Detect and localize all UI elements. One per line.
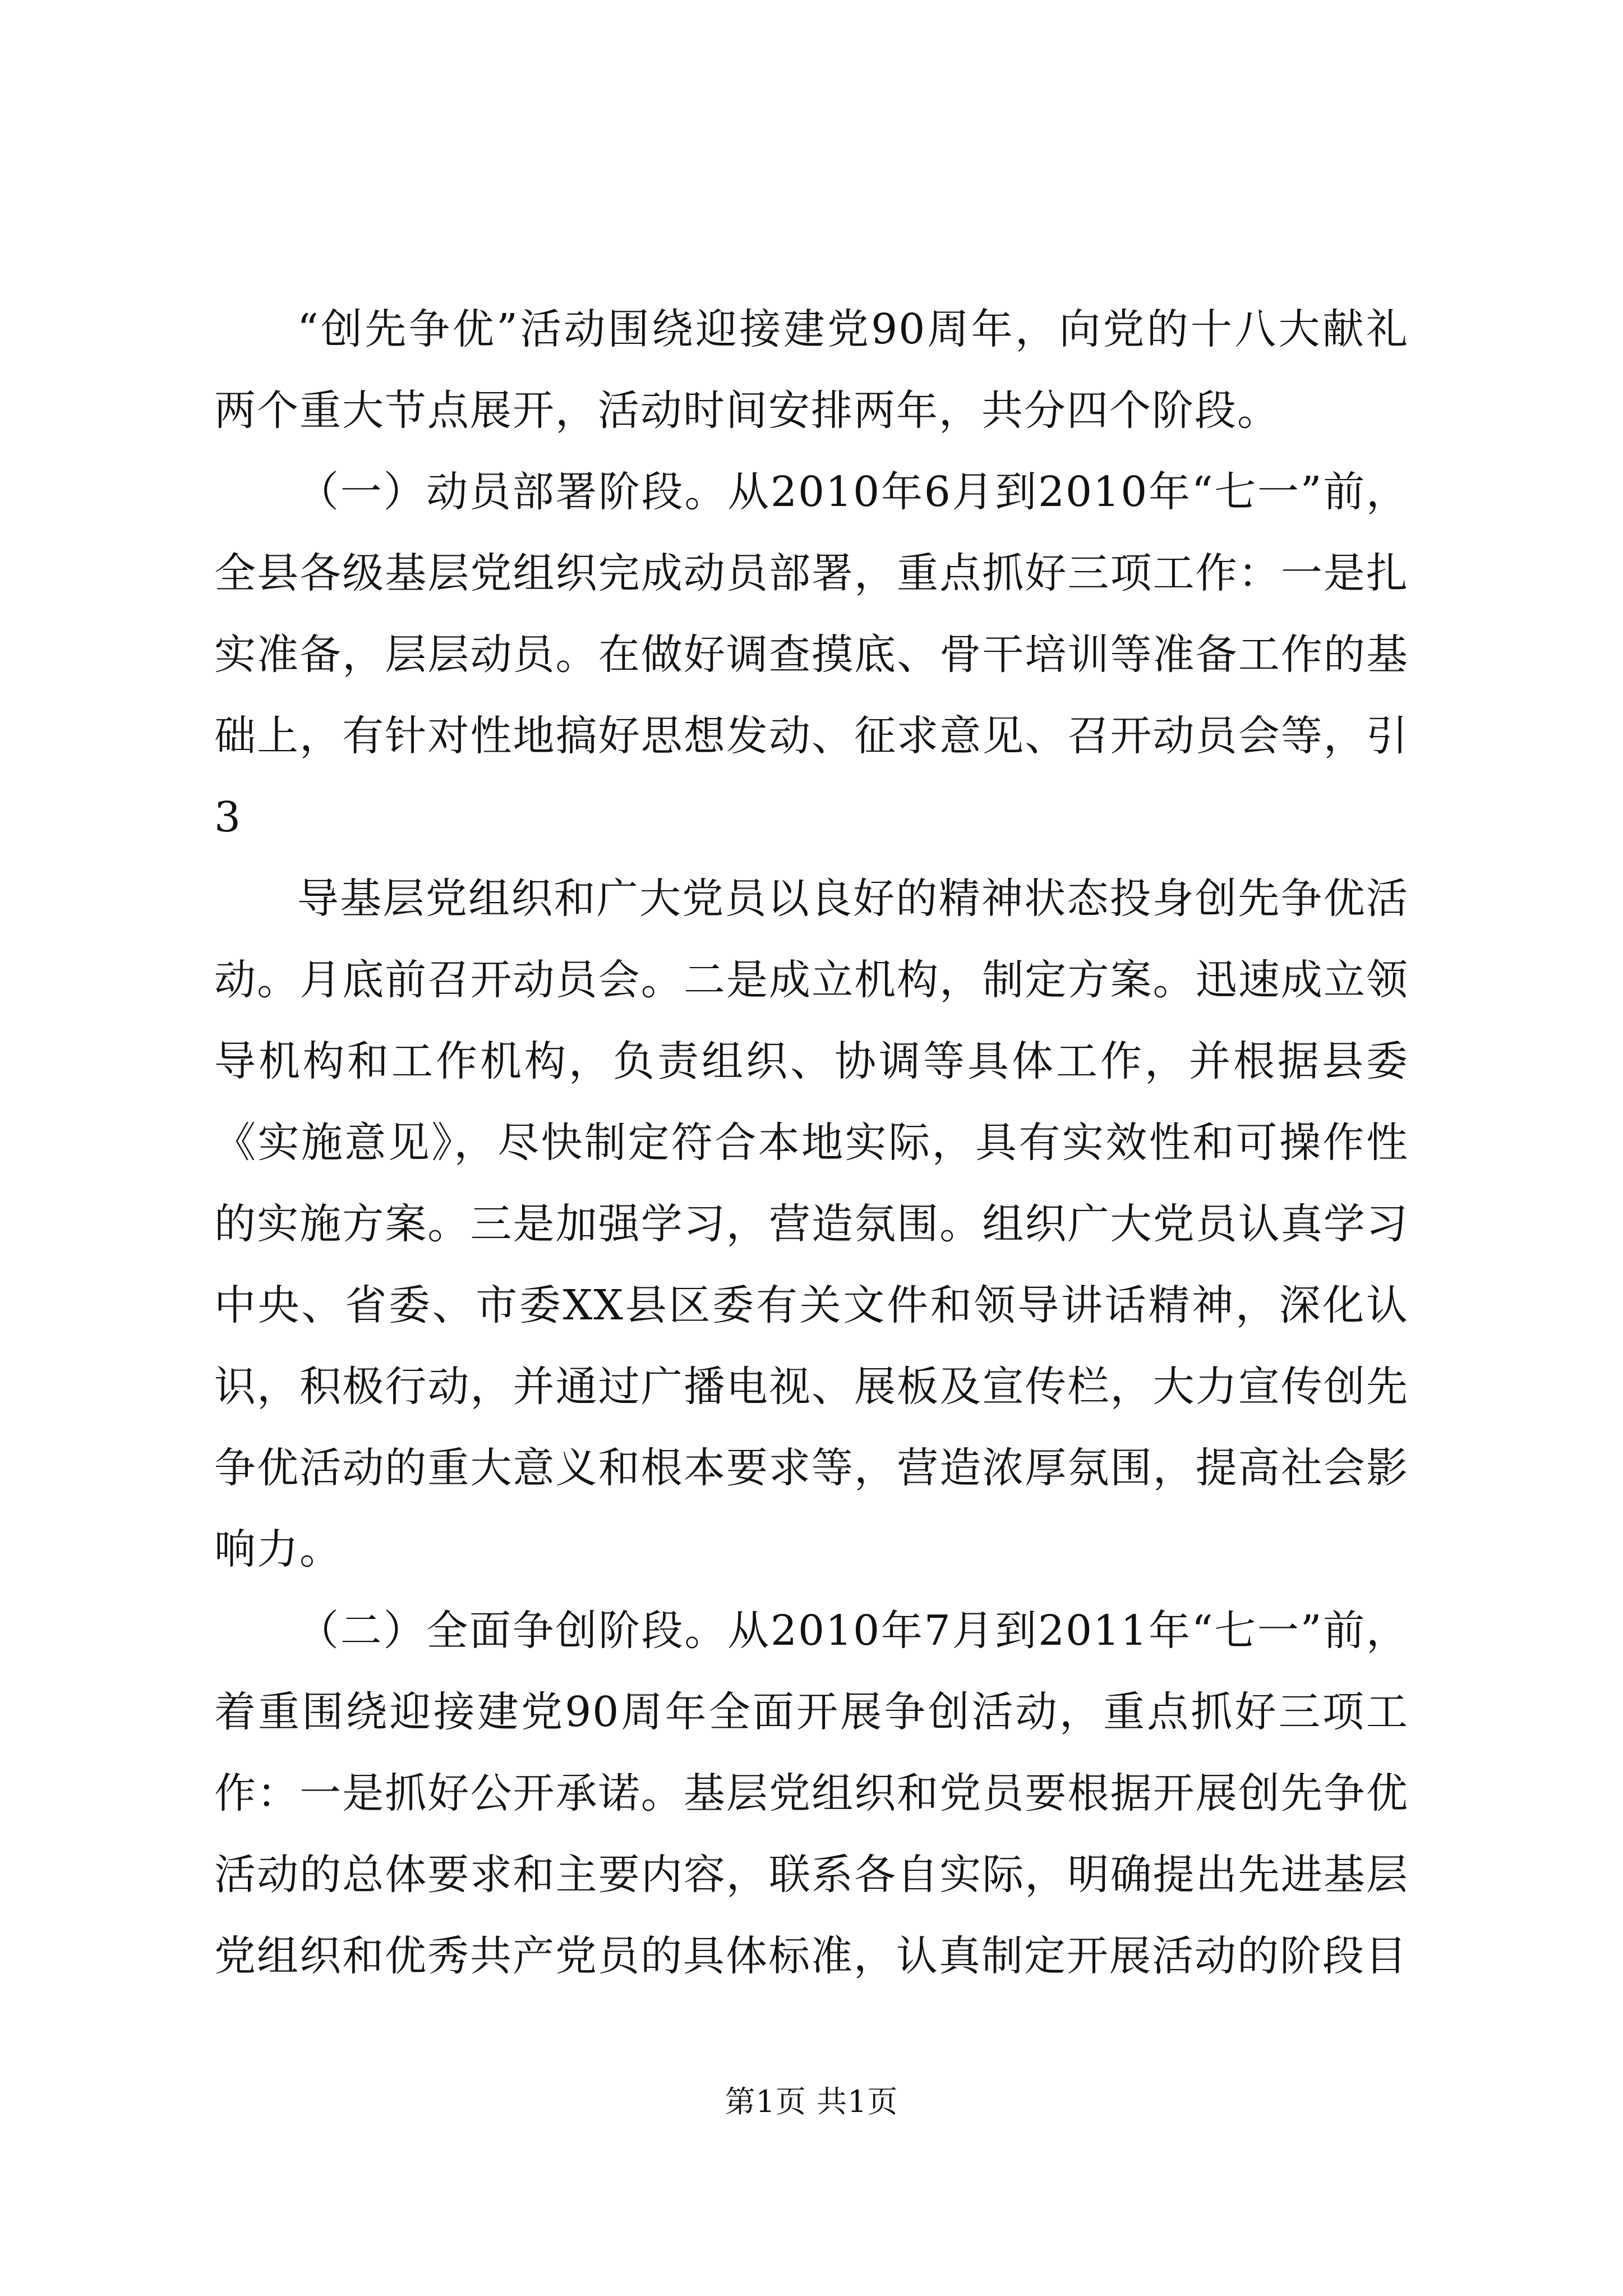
paragraph-stage-two: （二）全面争创阶段。从2010年7月到2011年“七一”前，着重围绕迎接建党90周年全面开展争创活动，重点抓好三项工作：一是抓好公开承诺。基层党组织和党员要根据开展创先争优活动的总体要求和主要内容，联系各自实际，明确提出先进基层党组织和优秀共产党员的具体标准，认真制定开展活动的阶段目	[214, 1607, 1409, 1980]
document-body	[214, 289, 1409, 1997]
page-footer: 第1页 共1页	[725, 2084, 898, 2119]
paragraph-stage-one-continued: 导基层党组织和广大党员以良好的精神状态投身创先争优活动。月底前召开动员会。二是成立机构，制定方案。迅速成立领导机构和工作机构，负责组织、协调等具体工作，并根据县委《实施意见》，尽快制定符合本地实际，具有实效性和可操作性的实施方案。三是加强学习，营造氛围。组织广大党员认真学习中央、省委、市委XX县区委有关文件和领导讲话精神，深化认识，积极行动，并通过广播电视、展板及宣传栏，大力宣传创先争优活动的重大意义和根本要求等，营造浓厚氛围，提高社会影响力。	[214, 875, 1409, 1573]
paragraph-stage-one: （一）动员部署阶段。从2010年6月到2010年“七一”前，全县各级基层党组织完成动员部署，重点抓好三项工作：一是扎实准备，层层动员。在做好调查摸底、骨干培训等准备工作的基础上，有针对性地搞好思想发动、征求意见、召开动员会等，引3	[214, 468, 1409, 841]
paragraph-intro: “创先争优”活动围绕迎接建党90周年，向党的十八大献礼两个重大节点展开，活动时间安排两年，共分四个阶段。	[214, 305, 1409, 435]
